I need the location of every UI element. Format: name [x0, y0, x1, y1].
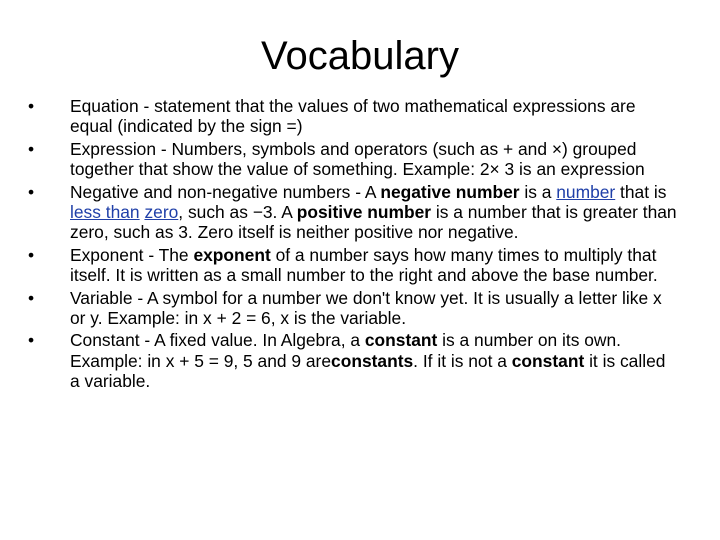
term-positive-number: positive number: [296, 202, 432, 223]
bullet-expression: [28, 139, 678, 180]
bullet-text: Equation - statement that the values of two mathematical expressions are equal (indicated by the sign =): [70, 96, 636, 137]
term-exponent: exponent: [193, 244, 271, 265]
bullet-icon: •: [28, 96, 35, 116]
link-number[interactable]: number: [556, 181, 616, 202]
bullet-icon: •: [28, 181, 35, 202]
bullet-text: Constant - A fixed value. In Algebra, a: [70, 330, 365, 351]
bullet-text: of a number says how many times to multiply that itself. It is written as a small number to the right and above the base number.: [70, 244, 658, 286]
bullet-equation: [28, 96, 678, 137]
bullet-text: . If it is not a: [413, 350, 512, 371]
bullet-icon: •: [28, 244, 35, 265]
slide-title: Vocabulary: [261, 34, 459, 78]
bullet-text: Negative and non-negative numbers - A: [70, 181, 381, 202]
link-zero[interactable]: zero: [144, 202, 179, 223]
bullet-variable: [28, 288, 678, 329]
bullet-text: is a number on its own. Example: in x + 5 = 9, 5 and 9 are: [70, 330, 621, 371]
bullet-list: [28, 96, 678, 394]
bullet-constant: [28, 330, 678, 391]
bullet-text: Exponent - The: [70, 244, 194, 265]
bullet-text: Variable - A symbol for a number we don't know yet. It is usually a letter like x or y. Example: in x + 2 = 6, x is the variable.: [70, 287, 662, 329]
bullet-icon: •: [28, 330, 35, 351]
bullet-text: it is called a variable.: [70, 350, 666, 392]
bullet-negative-numbers: [28, 182, 678, 243]
bullet-icon: •: [28, 138, 35, 159]
bullet-text: is a: [519, 181, 557, 202]
link-less-than[interactable]: less than: [70, 202, 140, 223]
bullet-text: is a number that is greater than zero, such as 3. Zero itself is neither positive nor negative.: [70, 202, 677, 243]
term-negative-number: negative number: [380, 181, 520, 202]
bullet-exponent: [28, 245, 678, 286]
term-constants: constants: [331, 350, 414, 371]
term-constant: constant: [511, 350, 585, 371]
bullet-text: , such as −3. A: [178, 202, 297, 223]
bullet-text: Expression - Numbers, symbols and operators (such as + and ×) grouped together that show the value of something. Example: 2× 3 is an expression: [70, 138, 645, 180]
bullet-text: that is: [615, 181, 667, 202]
term-constant: constant: [364, 330, 438, 351]
bullet-icon: •: [28, 287, 35, 308]
